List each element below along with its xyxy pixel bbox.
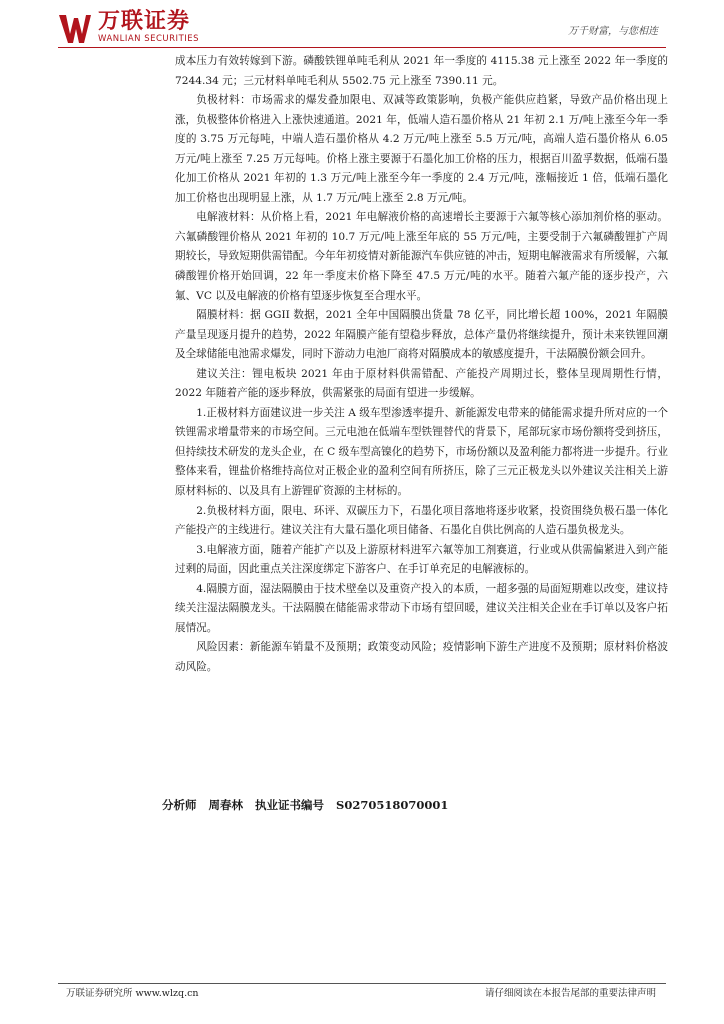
page-header — [0, 0, 724, 50]
footer-divider — [58, 983, 666, 984]
report-body — [175, 52, 668, 678]
footer-disclaimer: 请仔细阅读在本报告尾部的重要法律声明 — [484, 988, 656, 999]
body-paragraph: 隔膜材料：据 GGII 数据，2021 全年中国隔膜出货量 78 亿平，同比增长超 100%，2021 年隔膜产量呈现逐月提升的趋势，2022 年隔膜产能有望稳步释放，总体产量仍将继续提升，预计未来铁锂回潮及全球储能电池需求爆发，同时下游动力电池厂商将对隔膜成本的敏感度提升，干法隔膜份额会回升。 — [175, 309, 668, 361]
body-paragraph: 3.电解液方面，随着产能扩产以及上游原材料进军六氟等加工剂赛道，行业或从供需偏紧进入到产能过剩的局面，因此重点关注深度绑定下游客户、在手订单充足的电解液标的。 — [175, 543, 668, 576]
wanlian-logo-icon — [58, 12, 92, 46]
body-paragraph: 1.正极材料方面建议进一步关注 A 级车型渗透率提升、新能源发电带来的储能需求提升所对应的一个铁锂需求增量带来的市场空间。三元电池在低端车型铁锂替代的背景下，尾部玩家市场份额将受到挤压，但持续技术研发的龙头企业，在 C 级车型高镍化的趋势下，市场份额以及盈利能力都将进一步提升。行业整体来看，锂盐价格维持高位对正极企业的盈利空间有所挤压，除了三元正极龙头以外建议关注相关上游原材料标的、以及具有上游锂矿资源的主材标的。 — [175, 406, 668, 498]
logo-subtext: WANLIAN SECURITIES — [98, 34, 200, 44]
body-paragraph: 成本压力有效转嫁到下游。磷酸铁锂单吨毛利从 2021 年一季度的 4115.38 元上涨至 2022 年一季度的 7244.34 元；三元材料单吨毛利从 5502.75 元上涨至 7390.11 元。 — [175, 55, 668, 87]
body-paragraph: 风险因素：新能源车销量不及预期；政策变动风险；疫情影响下游生产进度不及预期；原材料价格波动风险。 — [175, 641, 668, 673]
body-paragraph: 4.隔膜方面，湿法隔膜由于技术壁垒以及重资产投入的本质，一超多强的局面短期难以改变，建议持续关注湿法隔膜龙头。干法隔膜在储能需求带动下市场有望回暖，建议关注相关企业在手订单以及客户拓展情况。 — [175, 582, 668, 634]
body-paragraph: 电解液材料：从价格上看，2021 年电解液价格的高速增长主要源于六氟等核心添加剂价格的驱动。六氟磷酸锂价格从 2021 年初的 10.7 万元/吨上涨至年底的 55 万元/吨，主要受制于六氟磷酸锂扩产周期较长，导致短期供需错配。今年年初疫情对新能源汽车供应链的冲击，短期电解液需求有所缓解，六氟磷酸锂价格开始回调，22 年一季度末价格下降至 47.5 万元/吨的水平。随着六氟产能的逐步投产，六氟、VC 以及电解液的价格有望逐步恢复至合理水平。 — [175, 211, 668, 302]
header-divider — [58, 47, 666, 48]
body-paragraph: 建议关注：锂电板块 2021 年由于原材料供需错配、产能投产周期过长，整体呈现周期性行情，2022 年随着产能的逐步释放，供需紧张的局面有望进一步缓解。 — [175, 367, 668, 400]
logo-text: 万联证券 — [98, 9, 191, 34]
header-slogan: 万千财富，与您相连 — [568, 26, 658, 37]
body-paragraph: 2.负极材料方面，限电、环评、双碳压力下，石墨化项目落地将逐步收紧，投资围绕负极石墨一体化产能投产的主线进行。建议关注有大量石墨化项目储备、石墨化自供比例高的人造石墨负极龙头。 — [175, 504, 668, 537]
body-paragraph: 负极材料：市场需求的爆发叠加限电、双减等政策影响，负极产能供应趋紧，导致产品价格出现上涨，负极整体价格进入上涨快速通道。2021 年，低端人造石墨价格从 21 年初 2.1 万/吨上涨至今年一季度的 3.75 万元每吨，中端人造石墨价格从 4.2 万元/吨上涨至 5.5 万元/吨，高端人造石墨价格从 6.05 万元/吨上涨至 7.25 万元每吨。价格上涨主要源于石墨化加工价格的压力，根据百川盈孚数据，低端石墨化加工价格从 2021 年初的 1.3 万元/吨上涨至今年一季度的 2.4 万元/吨，涨幅接近 1 倍，低端石墨化加工价格也出现明显上涨，从 1.7 万元/吨上涨至 2.8 万元/吨。 — [175, 94, 668, 204]
analyst-info: 分析师 周春林 执业证书编号 S0270518070001 — [162, 798, 449, 812]
footer-website: 万联证券研究所 www.wlzq.cn — [66, 988, 199, 999]
